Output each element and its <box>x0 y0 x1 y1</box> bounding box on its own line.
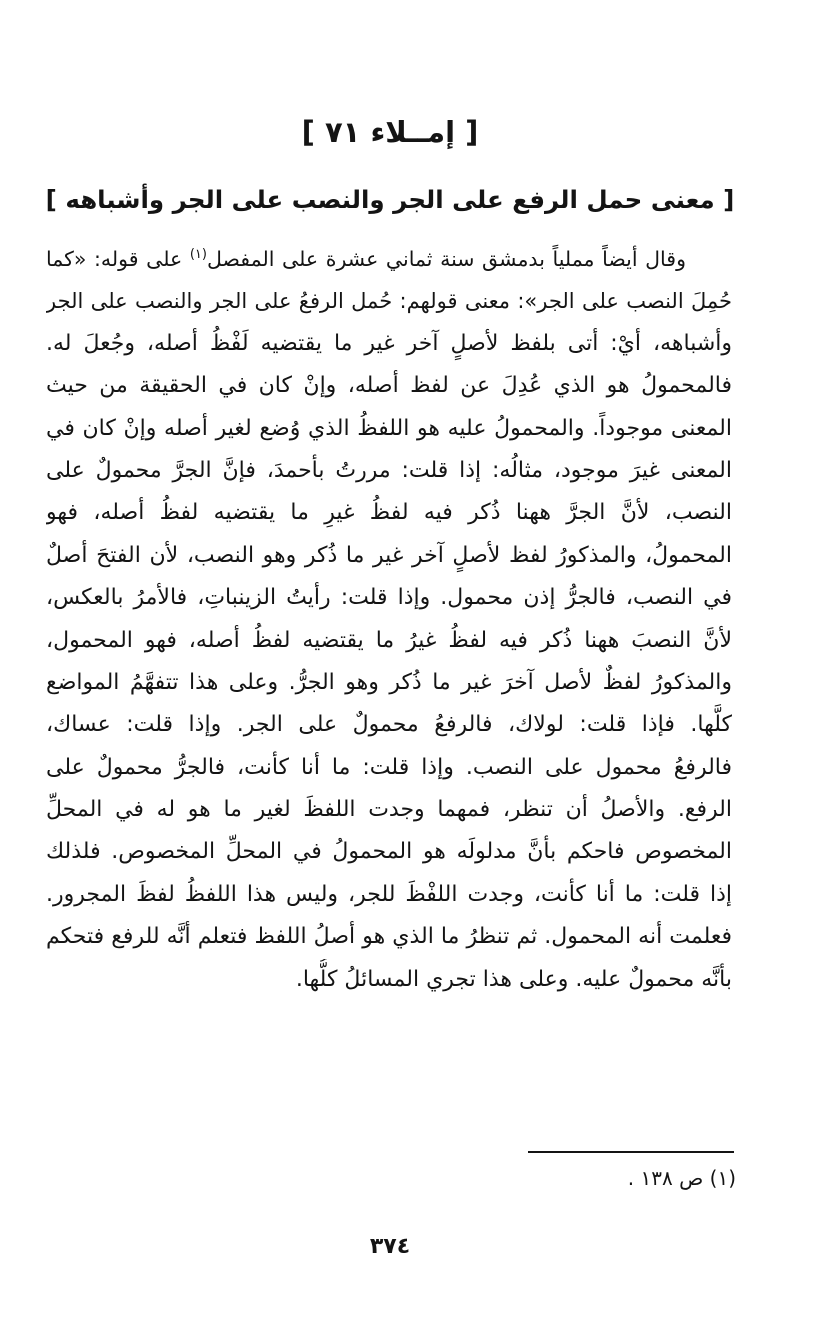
footnote-divider <box>528 1151 734 1153</box>
text-line: كلَّها. فإذا قلت: لولاك، فالرفعُ محمولٌ على الجر. وإذا قلت: عساك، <box>46 712 732 738</box>
text-line: فالمحمولُ هو الذي عُدِلَ عن لفظ أصله، وإنْ كان في الحقيقة من حيث <box>46 373 732 399</box>
text-line: المعنى موجوداً. والمحمولُ عليه هو اللفظُ الذي وُضع لغير أصله وإنْ كان في <box>46 415 732 441</box>
text-line: فالرفعُ محمول على النصب. وإذا قلت: ما أنا كأنت، فالجرُّ محمولٌ على <box>46 754 732 780</box>
text-line: النصب، لأنَّ الجرَّ ههنا ذُكر فيه لفظُ غيرِ ما يقتضيه لفظُ أصله، فهو <box>46 500 732 526</box>
text-line: إذا قلت: ما أنا كأنت، وجدت اللفْظَ للجر، وليس هذا اللفظُ لفظَ المجرور. <box>46 881 732 907</box>
text-line: الرفع. والأصلُ أن تنظر، فمهما وجدت اللفظَ لغير ما هو له في المحلِّ <box>46 797 732 823</box>
page-number: ٣٧٤ <box>369 1234 411 1259</box>
text-line <box>46 238 732 280</box>
text-line: فعلمت أنه المحمول. ثم تنظرُ ما الذي هو أصلُ اللفظ فتعلم أنَّه للرفع فتحكم <box>46 924 732 950</box>
text-line: حُمِلَ النصب على الجر»: معنى قولهم: حُمل الرفعُ على الجر والنصب على الجر <box>46 289 732 314</box>
footnote: (١) ص ١٣٨ . <box>627 1166 736 1190</box>
section-title: [ معنى حمل الرفع على الجر والنصب على الجر وأشباهه ] <box>45 185 735 214</box>
text-line: في النصب، فالجرُّ إذن محمول. وإذا قلت: رأيتُ الزينباتِ، فالأمرُ بالعكس، <box>46 585 732 611</box>
text-line: المحمولُ، والمذكورُ لفظ لأصلٍ آخر غير ما ذُكر وهو النصب، لأن الفتحَ أصلٌ <box>46 542 732 568</box>
text-segment: على قوله: «كما <box>46 247 190 271</box>
footnote-reference: (١) <box>189 247 207 263</box>
imla-title: [ إمــلاء ٧١ ] <box>301 115 479 149</box>
text-line: بأنَّه محمولٌ عليه. وعلى هذا تجري المسائلُ كلُّها. <box>295 966 732 992</box>
main-paragraph <box>46 238 732 1001</box>
text-line: لأنَّ النصبَ ههنا ذُكر فيه لفظُ غيرُ ما يقتضيه لفظُ أصله، فهو المحمول، <box>46 627 732 653</box>
text-line: المخصوص فاحكم بأنَّ مدلولَه هو المحمولُ في المحلِّ المخصوص. فلذلك <box>46 839 732 865</box>
text-line: وأشباهه، أيْ: أتى بلفظ لأصلٍ آخر غير ما يقتضيه لَفْظُ أصله، وجُعلَ له. <box>46 330 732 356</box>
text-line: المعنى غيرَ موجود، مثالُه: إذا قلت: مررتُ بأحمدَ، فإنَّ الجرَّ محمولٌ على <box>46 457 732 483</box>
text-line: والمذكورُ لفظٌ لأصل آخرَ غير ما ذُكر وهو الجرُّ. وعلى هذا تتفهَّمُ المواضع <box>46 669 732 695</box>
text-segment: وقال أيضاً مملياً بدمشق سنة ثماني عشرة على المفصل <box>206 247 687 271</box>
